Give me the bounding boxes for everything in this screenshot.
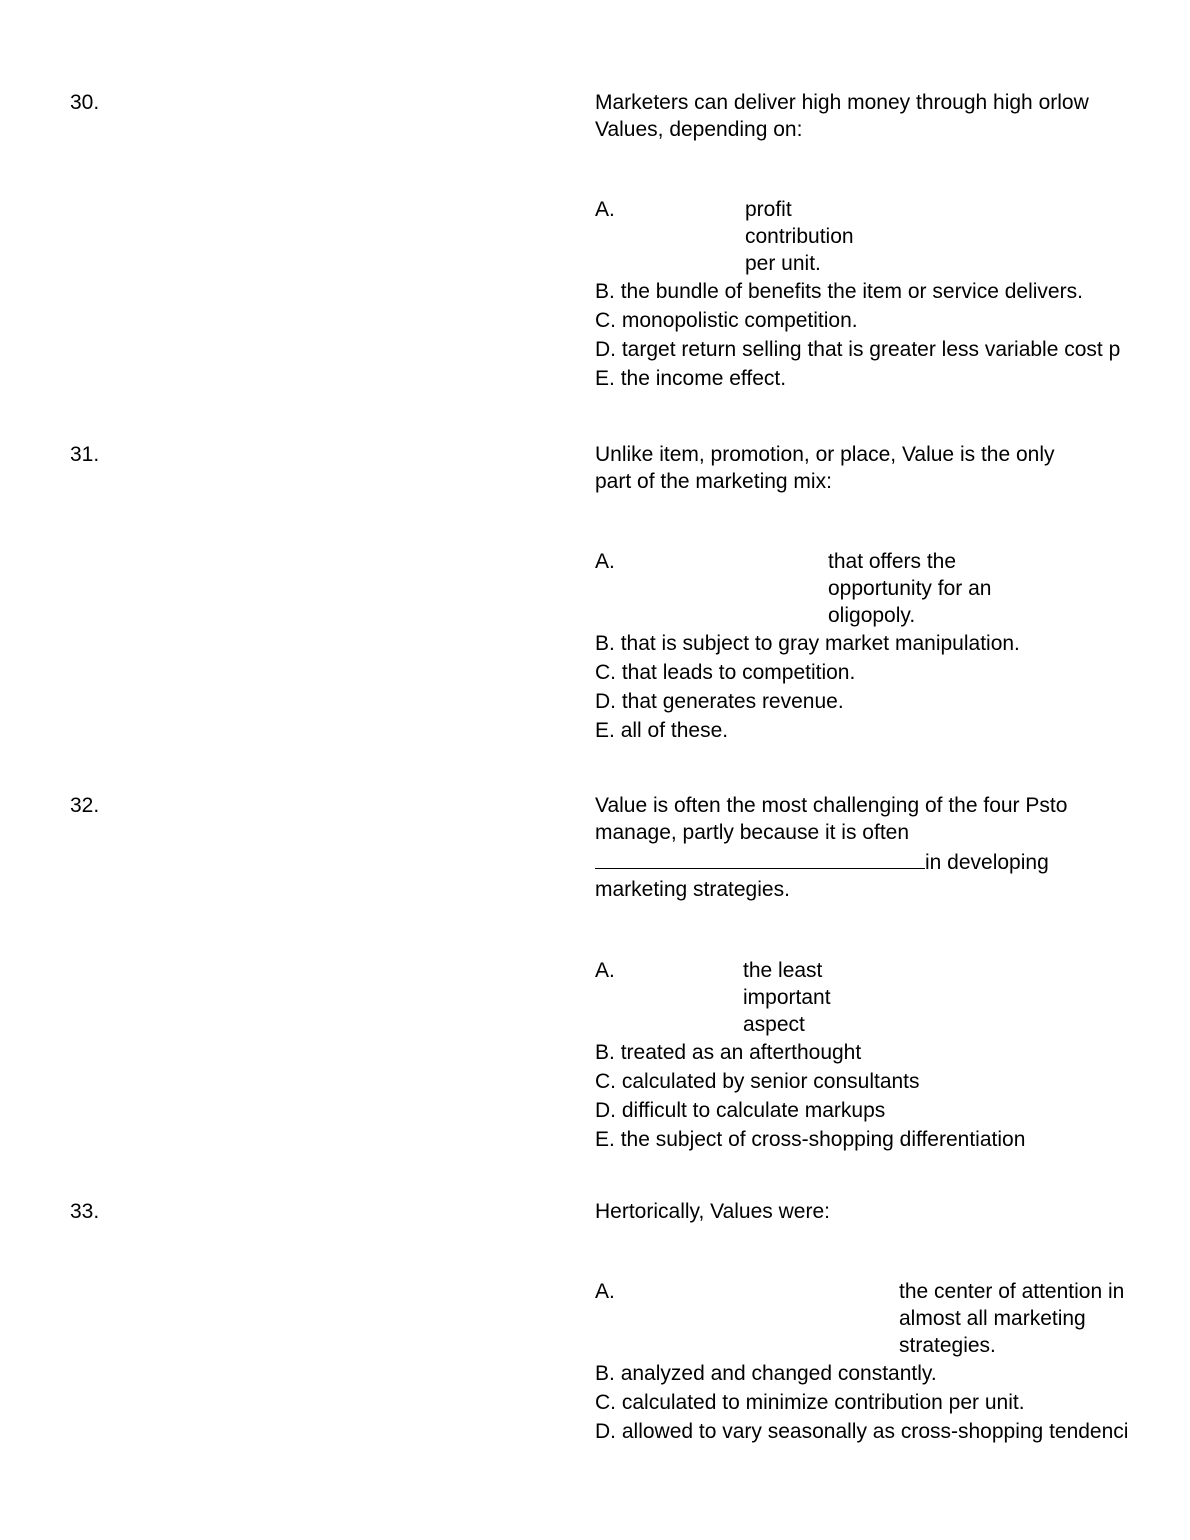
question-number: 30.: [70, 91, 100, 114]
option-letter: C.: [595, 1070, 616, 1093]
option-text: that offers the opportunity for an oligopoly.: [828, 550, 992, 627]
option-text: the income effect.: [620, 367, 787, 390]
question-30: [595, 89, 1190, 393]
question-stem: Hertorically, Values were:: [595, 1200, 830, 1223]
question-number: 33.: [70, 1200, 100, 1223]
option-d: [595, 1096, 1190, 1125]
question-stem: Marketers can deliver high money through high orlow Values, depending on:: [595, 91, 1089, 141]
option-d: [595, 335, 1190, 364]
question-31: [595, 441, 1190, 745]
option-e: [595, 1125, 1190, 1154]
option-c: [595, 306, 1190, 335]
option-e: [595, 364, 1190, 393]
option-letter: C.: [595, 1391, 616, 1414]
option-c: [595, 1388, 1190, 1417]
option-text: difficult to calculate markups: [621, 1099, 886, 1122]
option-c: [595, 1067, 1190, 1096]
option-text: calculated by senior consultants: [621, 1070, 920, 1093]
option-letter: B.: [595, 1362, 615, 1385]
option-e: [595, 716, 1190, 745]
option-letter: A.: [595, 959, 615, 982]
option-letter: E.: [595, 719, 615, 742]
option-c: [595, 658, 1190, 687]
option-text: monopolistic competition.: [621, 309, 858, 332]
option-text: target return selling that is greater less variable cost p: [621, 338, 1121, 361]
option-d: [595, 1417, 1190, 1446]
question-32: [595, 792, 1190, 1154]
option-letter: A.: [595, 1280, 615, 1303]
question-stem: Unlike item, promotion, or place, Value is the only part of the marketing mix:: [595, 443, 1055, 493]
option-letter: A.: [595, 198, 615, 221]
option-letter: D.: [595, 1420, 616, 1443]
option-b: [595, 277, 1190, 306]
option-text: profit contribution per unit.: [745, 198, 854, 275]
option-a: [595, 196, 1190, 277]
option-letter: E.: [595, 367, 615, 390]
question-stem: [595, 792, 1075, 903]
option-text: that is subject to gray market manipulation.: [620, 632, 1020, 655]
option-letter: B.: [595, 280, 615, 303]
option-letter: B.: [595, 632, 615, 655]
option-text: analyzed and changed constantly.: [620, 1362, 937, 1385]
option-letter: D.: [595, 1099, 616, 1122]
option-letter: A.: [595, 550, 615, 573]
option-letter: D.: [595, 690, 616, 713]
option-letter: B.: [595, 1041, 615, 1064]
option-letter: E.: [595, 1128, 615, 1151]
option-a: [595, 1278, 1190, 1359]
option-text: allowed to vary seasonally as cross-shopping tendenci: [621, 1420, 1129, 1443]
option-text: treated as an afterthought: [620, 1041, 862, 1064]
option-text: the bundle of benefits the item or service delivers.: [620, 280, 1083, 303]
option-letter: C.: [595, 309, 616, 332]
option-text: the least important aspect: [743, 959, 831, 1036]
stem-text: in developing marketing strategies.: [595, 851, 1049, 901]
stem-text: Value is often the most challenging of the four Psto manage, partly because it is often: [595, 794, 1068, 844]
question-number: 32.: [70, 794, 100, 817]
option-b: [595, 1359, 1190, 1388]
option-text: that generates revenue.: [621, 690, 844, 713]
option-text: calculated to minimize contribution per unit.: [621, 1391, 1025, 1414]
option-text: the subject of cross-shopping differentiation: [620, 1128, 1026, 1151]
option-text: that leads to competition.: [621, 661, 856, 684]
option-letter: C.: [595, 661, 616, 684]
option-a: [595, 548, 1190, 629]
question-33: [595, 1198, 1190, 1446]
option-d: [595, 687, 1190, 716]
option-b: [595, 629, 1190, 658]
option-text: all of these.: [620, 719, 729, 742]
fill-in-blank: [595, 846, 925, 869]
option-b: [595, 1038, 1190, 1067]
question-number: 31.: [70, 443, 100, 466]
option-a: [595, 957, 1190, 1038]
option-letter: D.: [595, 338, 616, 361]
option-text: the center of attention in almost all marketing strategies.: [899, 1280, 1125, 1357]
